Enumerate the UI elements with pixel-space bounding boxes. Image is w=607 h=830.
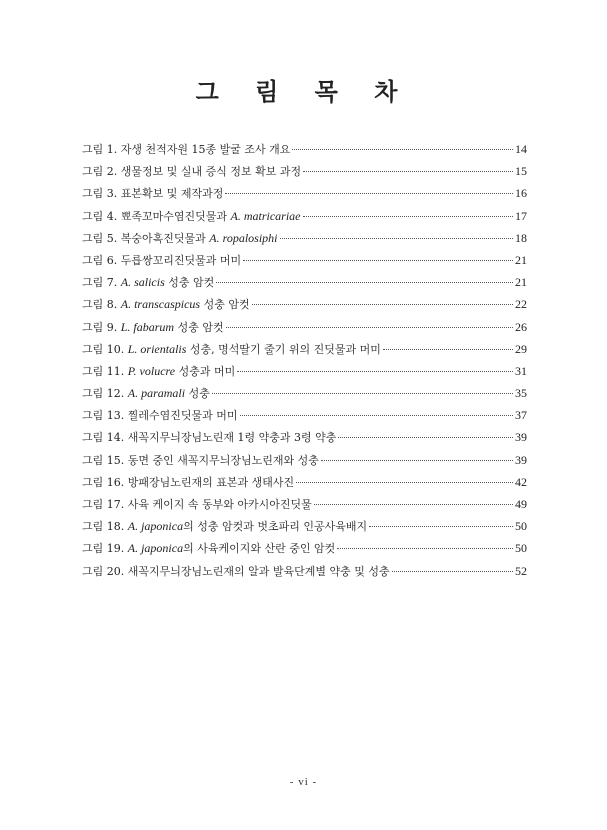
toc-entry-title [82,427,336,449]
toc-entry[interactable] [82,293,527,315]
toc-entry-title [82,382,210,405]
figure-label: 그림 7. [82,276,118,290]
dot-leader [314,503,513,505]
toc-entry[interactable] [82,316,527,338]
toc-entry-title [82,293,250,316]
species-name: A. transcaspicus [120,297,201,312]
toc-entry-title [82,161,301,183]
dot-leader [212,392,513,394]
figure-label: 그림 3. [82,187,118,201]
toc-entry-title [82,537,335,560]
caption-text: 찔레수염진딧물과 머미 [127,409,238,423]
dot-leader [280,237,514,239]
figure-label: 그림 15. [82,453,125,467]
page-number-ref: 37 [515,408,527,423]
caption-text: 동면 중인 새꼭지무늬장님노린재와 성충 [127,453,319,467]
figure-label: 그림 4. [82,209,118,223]
page-title: 그 림 목 차 [195,77,412,106]
toc-entry-title [82,139,290,161]
toc-entry-title [82,271,214,294]
page-number-ref: 42 [515,474,527,489]
page-number-ref: 29 [515,341,527,356]
toc-entry-title [82,561,390,583]
dot-leader [292,148,513,150]
page-number-ref: 26 [515,319,527,334]
caption-text: 생물정보 및 실내 증식 정보 확보 과정 [120,165,302,179]
figure-label: 그림 6. [82,253,118,267]
species-name: A. ropalosiphi [209,230,278,245]
caption-text: 표본확보 및 제작과정 [120,187,224,201]
figure-label: 그림 12. [82,387,125,401]
toc-entry-title [82,205,301,228]
toc-entry[interactable] [82,249,527,271]
toc-entry[interactable] [82,205,527,227]
toc-entry[interactable] [82,471,527,493]
caption-text: 성충, 명석딸기 줄기 위의 진딧물과 머미 [186,342,381,356]
caption-text: 뾰족꼬마수염진딧물과 [120,209,231,223]
dot-leader [369,525,513,527]
page-number-ref: 49 [515,497,527,511]
caption-text: 자생 천적자원 15종 발굴 조사 개요 [120,143,291,156]
page-number-ref: 21 [515,275,527,290]
figure-label: 그림 14. [82,431,125,445]
page-number-ref: 18 [515,230,527,245]
figure-label: 그림 17. [82,498,125,511]
dot-leader [296,481,513,483]
caption-text: 새꼭지무늬장님노린재 1령 약충과 3령 약충 [127,431,337,445]
species-name: L. orientalis [127,341,187,356]
caption-text: 성충 암컷 [174,320,224,334]
page-number-ref: 35 [515,386,527,401]
figure-label: 그림 11. [82,364,125,378]
dot-leader [303,215,513,217]
dot-leader [303,170,513,172]
figure-label: 그림 9. [82,320,118,334]
toc-entry[interactable] [82,426,527,448]
figure-label: 그림 10. [82,342,125,356]
species-name: A. paramali [127,386,186,401]
caption-text: 의 사육케이지와 산란 중인 암컷 [183,542,336,556]
figure-list [82,138,527,582]
toc-entry[interactable] [82,138,527,160]
page-number-ref: 39 [515,452,527,467]
dot-leader [226,326,513,328]
caption-text: 복숭아혹진딧물과 [120,231,210,245]
toc-entry[interactable] [82,338,527,360]
toc-entry[interactable] [82,382,527,404]
figure-label: 그림 18. [82,520,125,534]
dot-leader [252,303,513,305]
dot-leader [243,259,513,261]
page-number: - vi - [289,776,318,788]
caption-text: 새꼭지무늬장님노린재의 알과 발육단계별 약충 및 성충 [127,564,390,578]
toc-entry-title [82,515,367,538]
caption-text: 성충과 머미 [175,364,236,378]
dot-leader [383,348,513,350]
toc-entry-title [82,405,238,427]
toc-entry[interactable] [82,515,527,537]
toc-entry-title [82,250,241,272]
figure-label: 그림 16. [82,475,125,489]
page-number-ref: 22 [515,297,527,312]
toc-entry-title [82,450,319,472]
toc-entry[interactable] [82,404,527,426]
species-name: L. fabarum [120,319,175,334]
page-number-ref: 15 [515,164,527,179]
page-number-ref: 21 [515,252,527,267]
caption-text: 두릅쌍꼬리진딧물과 머미 [120,253,242,267]
page-number-ref: 50 [515,519,527,534]
species-name: P. volucre [127,363,176,378]
toc-entry-title [82,183,223,205]
page-number-ref: 14 [515,142,527,156]
toc-entry[interactable] [82,227,527,249]
toc-entry-title [82,227,278,250]
caption-text: 성충 [185,387,210,401]
dot-leader [337,547,513,549]
page-number-ref: 52 [515,563,527,578]
toc-entry-title [82,338,381,361]
dot-leader [237,370,513,372]
toc-entry[interactable] [82,449,527,471]
figure-label: 그림 8. [82,298,118,312]
toc-entry-title [82,360,235,383]
figure-label: 그림 5. [82,231,118,245]
page-number-ref: 17 [515,208,527,223]
figure-label: 그림 1. [82,143,118,156]
species-name: A. japonica [127,519,184,534]
toc-entry[interactable] [82,271,527,293]
figure-label: 그림 2. [82,165,118,179]
page-number-ref: 50 [515,541,527,556]
page-number-ref: 31 [515,363,527,378]
species-name: A. japonica [127,541,184,556]
dot-leader [240,414,513,416]
toc-entry-title [82,494,312,516]
dot-leader [392,570,513,572]
species-name: A. matricariae [230,208,301,223]
toc-entry-title [82,316,224,339]
figure-label: 그림 13. [82,409,125,423]
page-number-ref: 39 [515,430,527,445]
dot-leader [338,436,513,438]
page-number-ref: 16 [515,186,527,201]
toc-entry-title [82,472,294,494]
toc-entry[interactable] [82,493,527,515]
dot-leader [321,459,513,461]
caption-text: 성충 암컷 [164,276,215,290]
caption-text: 방패장님노린재의 표본과 생태사진 [127,475,295,489]
toc-entry[interactable] [82,537,527,559]
toc-entry[interactable] [82,160,527,182]
caption-text: 사육 케이지 속 동부와 아카시아진딧물 [127,498,312,511]
toc-entry[interactable] [82,560,527,582]
caption-text: 성충 암컷 [200,298,250,312]
species-name: A. salicis [120,275,165,290]
figure-label: 그림 20. [82,564,125,578]
figure-label: 그림 19. [82,542,125,556]
caption-text: 의 성충 암컷과 벗초파리 인공사육배지 [183,520,368,534]
dot-leader [216,281,513,283]
dot-leader [225,192,513,194]
toc-entry[interactable] [82,360,527,382]
toc-entry[interactable] [82,182,527,204]
